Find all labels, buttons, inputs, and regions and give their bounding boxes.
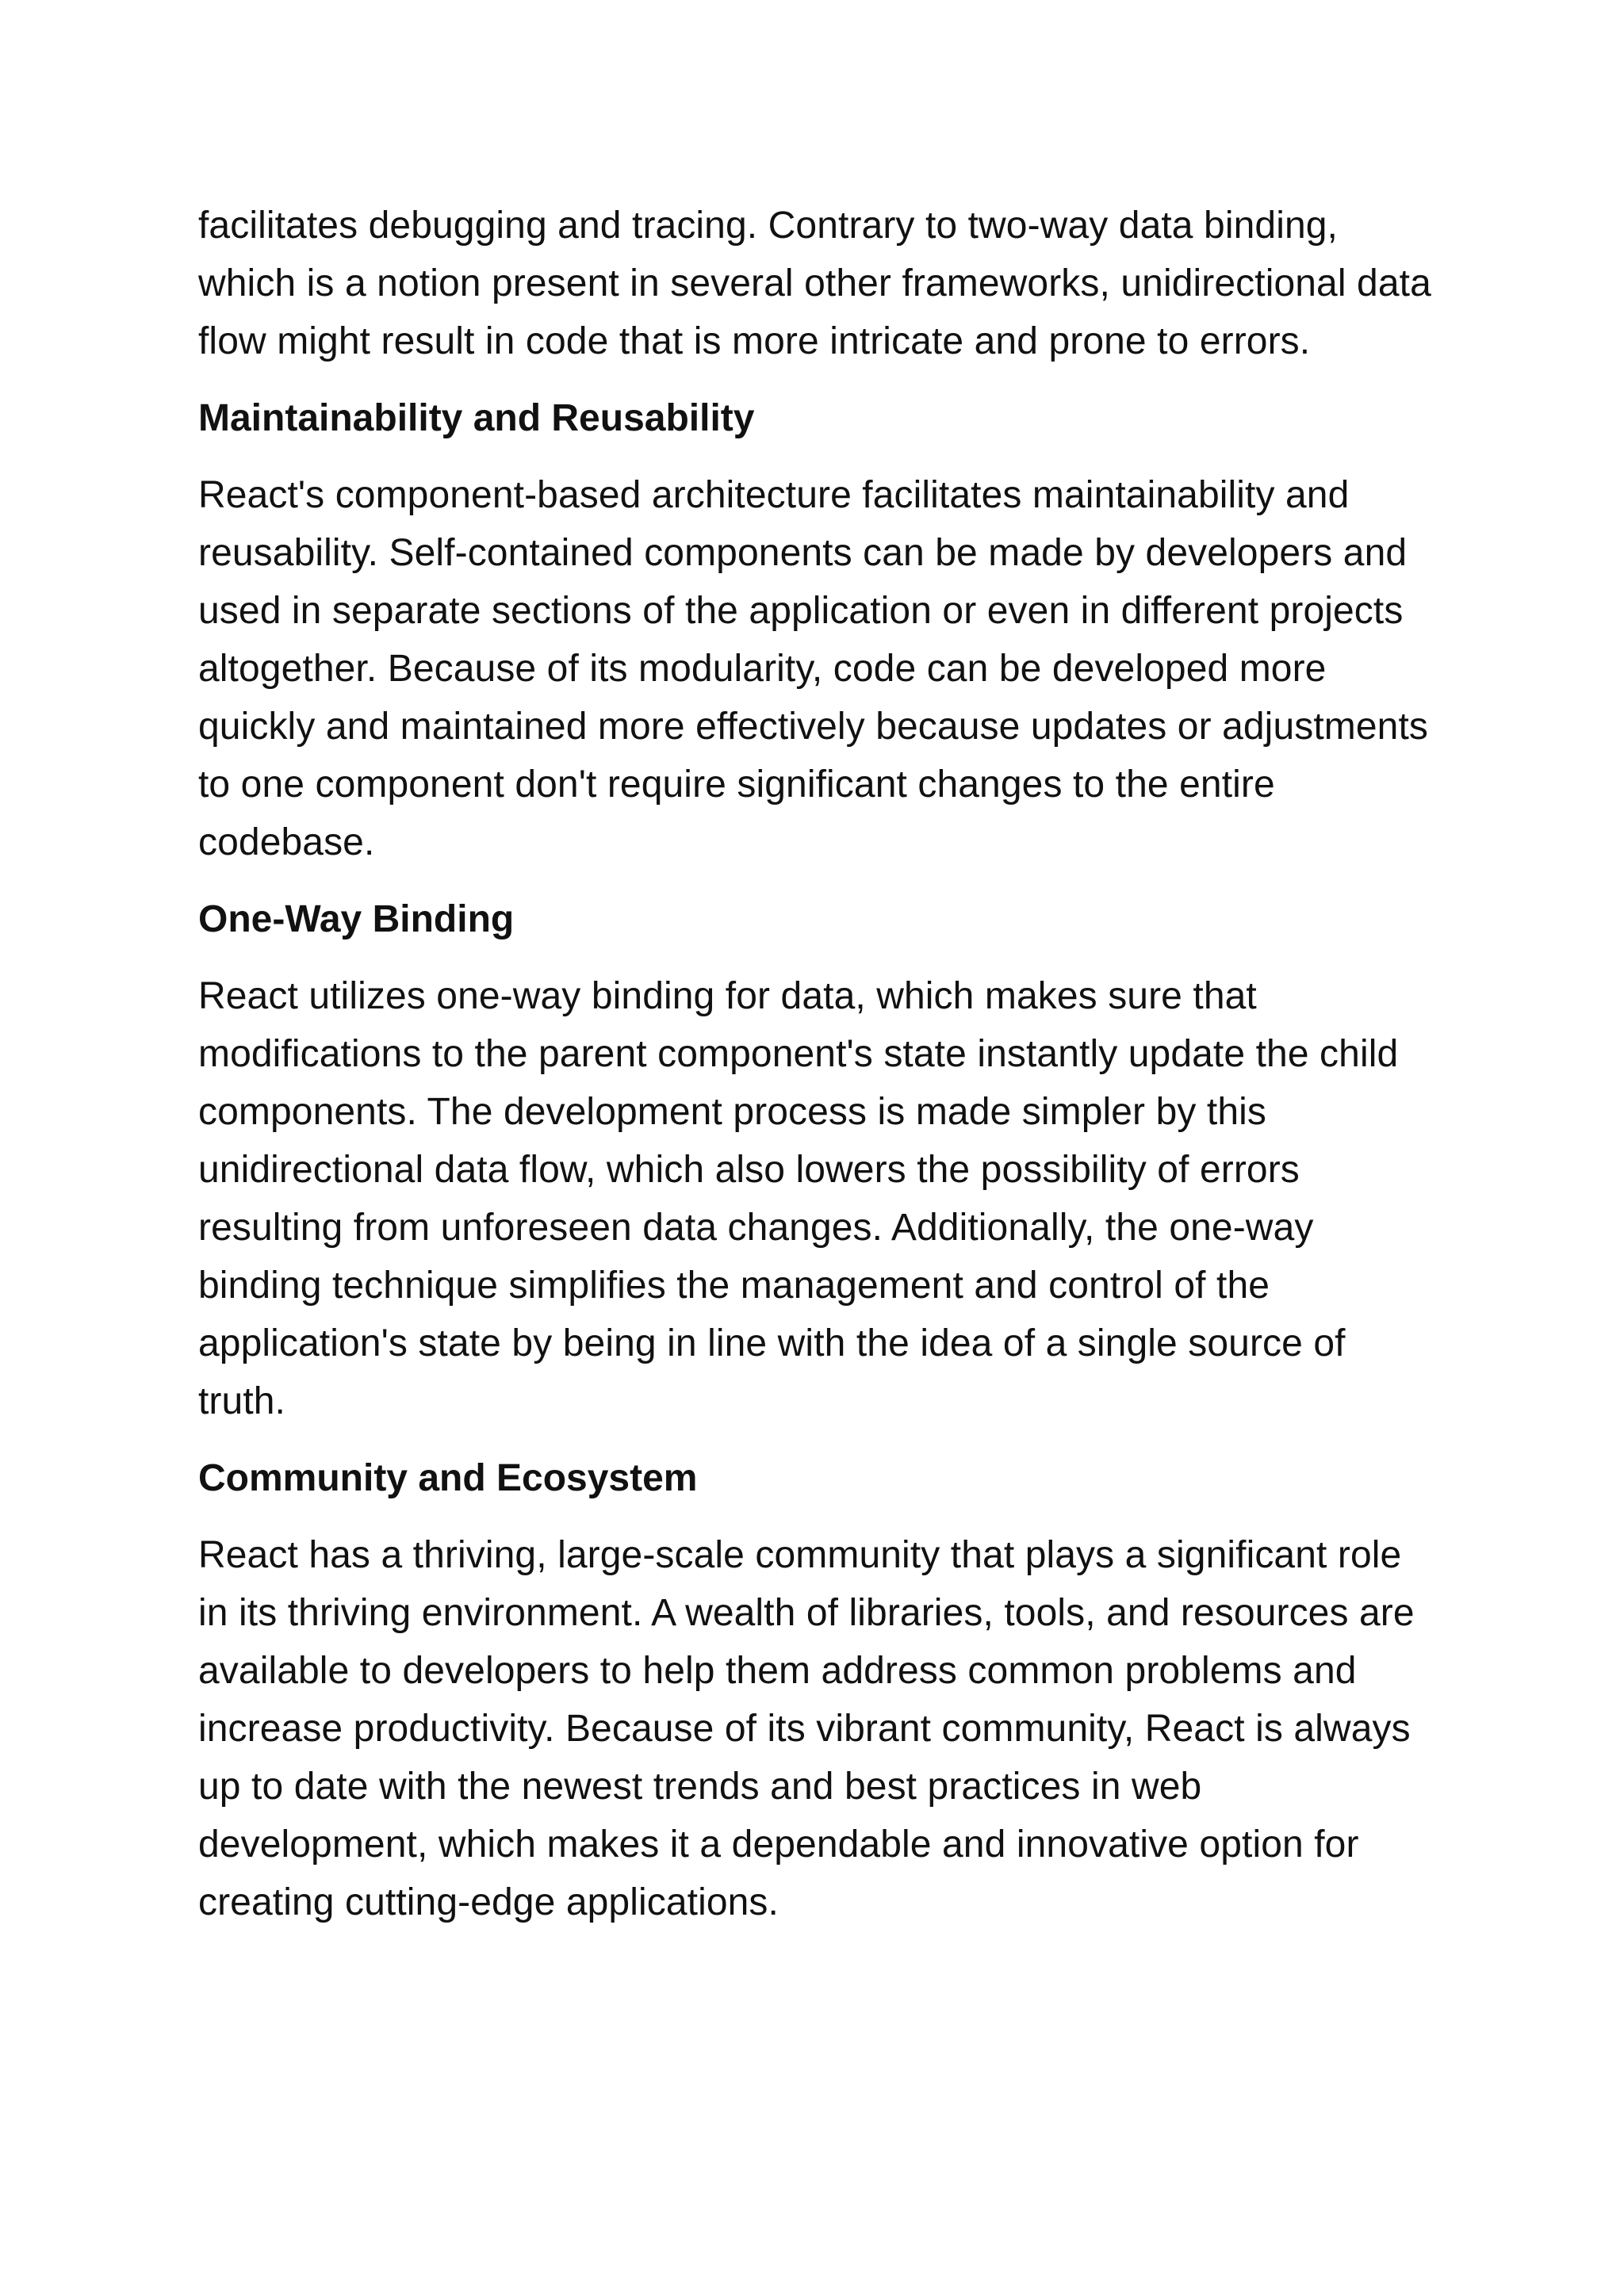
section-body-community: React has a thriving, large-scale community that plays a significant role in its thriving environment. A wealth of libraries, tools, and resources are available to developers to help them address common problems and increase productivity. Because of its vibrant community, React is always up to date with the newest trends and best practices in web development, which makes it a dependable and innovative option for creating cutting-edge applications.: [198, 1534, 1415, 1923]
document-page: [198, 197, 1435, 1950]
section-body-one-way-binding: React utilizes one-way binding for data, which makes sure that modifications to the parent component's state instantly update the child components. The development process is made simpler by this unidirectional data flow, which also lowers the possibility of errors resulting from unforeseen data changes. Additionally, the one-way binding technique simplifies the management and control of the application's state by being in line with the idea of a single source of truth.: [198, 975, 1399, 1422]
section-heading-one-way-binding: One-Way Binding: [198, 898, 515, 940]
section-heading-community: Community and Ecosystem: [198, 1457, 698, 1499]
intro-paragraph: facilitates debugging and tracing. Contrary to two-way data binding, which is a notion present in several other frameworks, unidirectional data flow might result in code that is more intricate and prone to errors.: [198, 205, 1431, 362]
section-body-maintainability: React's component-based architecture facilitates maintainability and reusability. Self-contained components can be made by developers and used in separate sections of the application or even in different projects altogether. Because of its modularity, code can be developed more quickly and maintained more effectively because updates or adjustments to one component don't require significant changes to the entire codebase.: [198, 474, 1428, 863]
section-heading-maintainability: Maintainability and Reusability: [198, 397, 755, 439]
